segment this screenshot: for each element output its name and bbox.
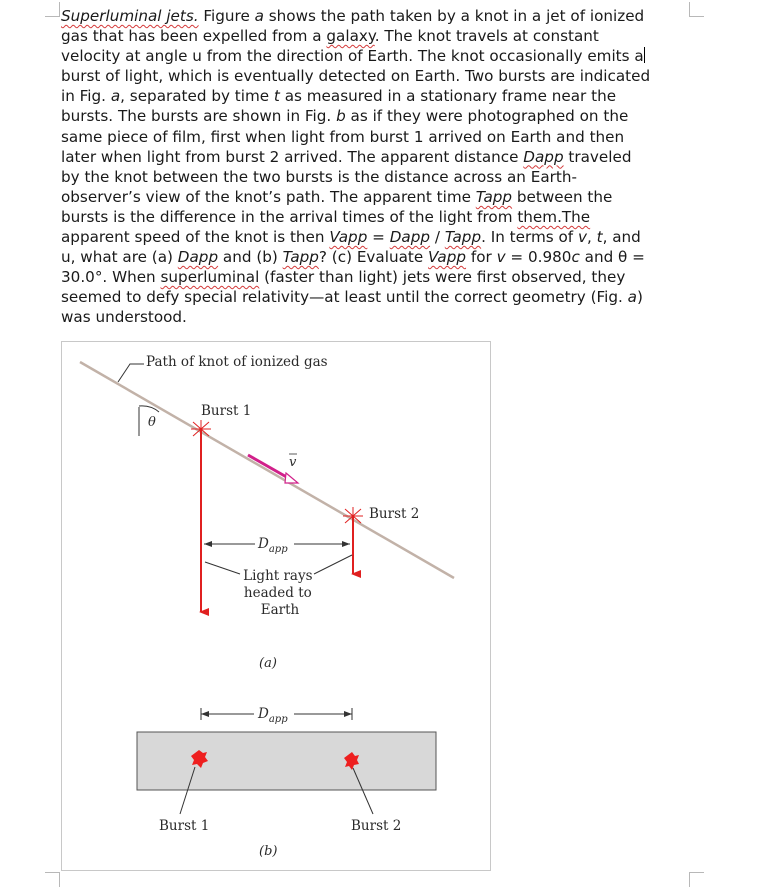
text-run: a [627, 288, 637, 307]
path-label-leader [118, 364, 144, 382]
page-corner-bottom-left [45, 872, 60, 887]
page-corner-top-right [689, 2, 704, 17]
dapp-b-arrowhead-right [344, 711, 352, 717]
text-line [61, 227, 691, 247]
text-run: = 0.980 [505, 248, 572, 267]
text-run: 30.0°. When [61, 268, 161, 287]
text-line [61, 127, 691, 147]
text-run: superluminal [160, 268, 260, 287]
text-run: v [577, 228, 587, 247]
text-run: . In terms of [481, 228, 578, 247]
text-run: Tapp [282, 248, 319, 267]
velocity-arrowhead [285, 473, 298, 483]
text-run: gas that has been expelled from a [61, 27, 327, 46]
page-corner-bottom-right [689, 872, 704, 887]
text-run: bursts is the difference in the arrival times of the light from [61, 207, 518, 226]
text-run: Dapp [523, 147, 564, 166]
velocity-label: v [289, 455, 297, 470]
text-run: Tapp [444, 228, 482, 247]
text-line [61, 247, 691, 267]
text-run: Vapp [329, 228, 368, 247]
text-run: b [336, 107, 346, 126]
text-run: u, what are (a) [61, 248, 178, 267]
text-line [61, 106, 691, 126]
text-run: seemed to defy special relativity—at least until the correct geometry (Fig. [61, 288, 628, 307]
text-line [61, 267, 691, 287]
light-rays-leader-right [314, 555, 352, 574]
theta-symbol: θ [148, 415, 156, 430]
burst1-label: Burst 1 [201, 403, 252, 419]
path-label: Path of knot of ionized gas [146, 354, 328, 370]
text-run: v [496, 248, 506, 267]
light-rays-label: Light rays headed to Earth [243, 568, 313, 618]
text-run: , [586, 228, 597, 247]
text-line [61, 187, 691, 207]
problem-text[interactable] [61, 6, 691, 328]
text-run: Figure [198, 7, 255, 25]
text-run: = [367, 228, 390, 247]
text-run: in Fig. [61, 87, 111, 106]
text-line [61, 207, 691, 227]
velocity-vector [248, 455, 290, 479]
text-run: c [571, 248, 580, 267]
text-run: was understood. [61, 308, 187, 327]
text-line [61, 307, 691, 327]
text-run: for [466, 248, 497, 267]
dapp-a-label: $D_{app}$ [258, 536, 288, 555]
text-run: . The knot travels at constant [374, 27, 599, 46]
text-run: Vapp [428, 248, 467, 267]
text-run: ) [636, 288, 643, 307]
text-run: burst of light, which is eventually detected on Earth. Two bursts are indicated [61, 67, 651, 86]
text-line [61, 46, 691, 66]
text-line [61, 6, 691, 26]
text-run: Dapp [389, 228, 431, 247]
text-line [61, 66, 691, 86]
page-corner-top-left [45, 2, 60, 17]
text-run: by the knot between the two bursts is the distance across an Earth- [61, 167, 577, 186]
text-run: , separated by time [120, 87, 274, 106]
text-run: / [430, 228, 445, 247]
text-line [61, 287, 691, 307]
dapp-b-label: $D_{app}$ [258, 706, 288, 725]
text-run: as measured in a stationary frame near the [279, 87, 617, 106]
text-run: bursts. The bursts are shown in Fig. [61, 107, 337, 126]
text-run: ? (c) Evaluate [318, 248, 429, 267]
text-run: between the [512, 187, 613, 206]
text-run: same piece of film, first when light from burst 1 arrived on Earth and then [61, 127, 625, 146]
text-run: and θ = [579, 248, 645, 267]
dapp-b-arrowhead-left [201, 711, 209, 717]
text-run: (faster than light) jets were first observed, they [259, 268, 626, 287]
text-run: apparent speed of the knot is then [61, 228, 330, 247]
text-run: Tapp [475, 187, 513, 206]
text-run: velocity at angle u from the direction of Earth. The knot occasionally emits a [61, 47, 644, 66]
text-cursor [644, 47, 646, 63]
caption-b: (b) [259, 844, 278, 859]
text-run: a [110, 87, 121, 106]
text-run: t [596, 228, 603, 247]
text-line [61, 147, 691, 167]
text-run: observer’s view of the knot’s path. The apparent time [61, 187, 476, 206]
text-line [61, 26, 691, 46]
text-run: , and [602, 228, 641, 247]
figure-superluminal-jet [61, 341, 491, 871]
burst2-film-label: Burst 2 [351, 818, 402, 834]
text-run: shows the path taken by a knot in a jet of ionized [263, 7, 645, 25]
light-rays-leader-left [205, 562, 240, 574]
text-run: a [254, 7, 264, 25]
dapp-a-arrowhead-left [204, 541, 212, 547]
dapp-a-arrowhead-right [342, 541, 350, 547]
photographic-film [137, 732, 436, 790]
text-line [61, 167, 691, 187]
text-run: and (b) [218, 248, 283, 267]
caption-a: (a) [259, 656, 277, 671]
text-run: traveled [563, 147, 632, 166]
burst2-label: Burst 2 [369, 506, 420, 522]
text-run: later when light from burst 2 arrived. The apparent distance [61, 147, 524, 166]
text-run: Superluminal jets. [61, 7, 199, 25]
text-line [61, 86, 691, 106]
text-run: as if they were photographed on the [345, 107, 629, 126]
text-run: galaxy [326, 27, 375, 46]
burst1-film-label: Burst 1 [159, 818, 210, 834]
text-run: t [273, 87, 280, 106]
text-run: them.The [517, 207, 591, 226]
text-run: Dapp [177, 248, 219, 267]
